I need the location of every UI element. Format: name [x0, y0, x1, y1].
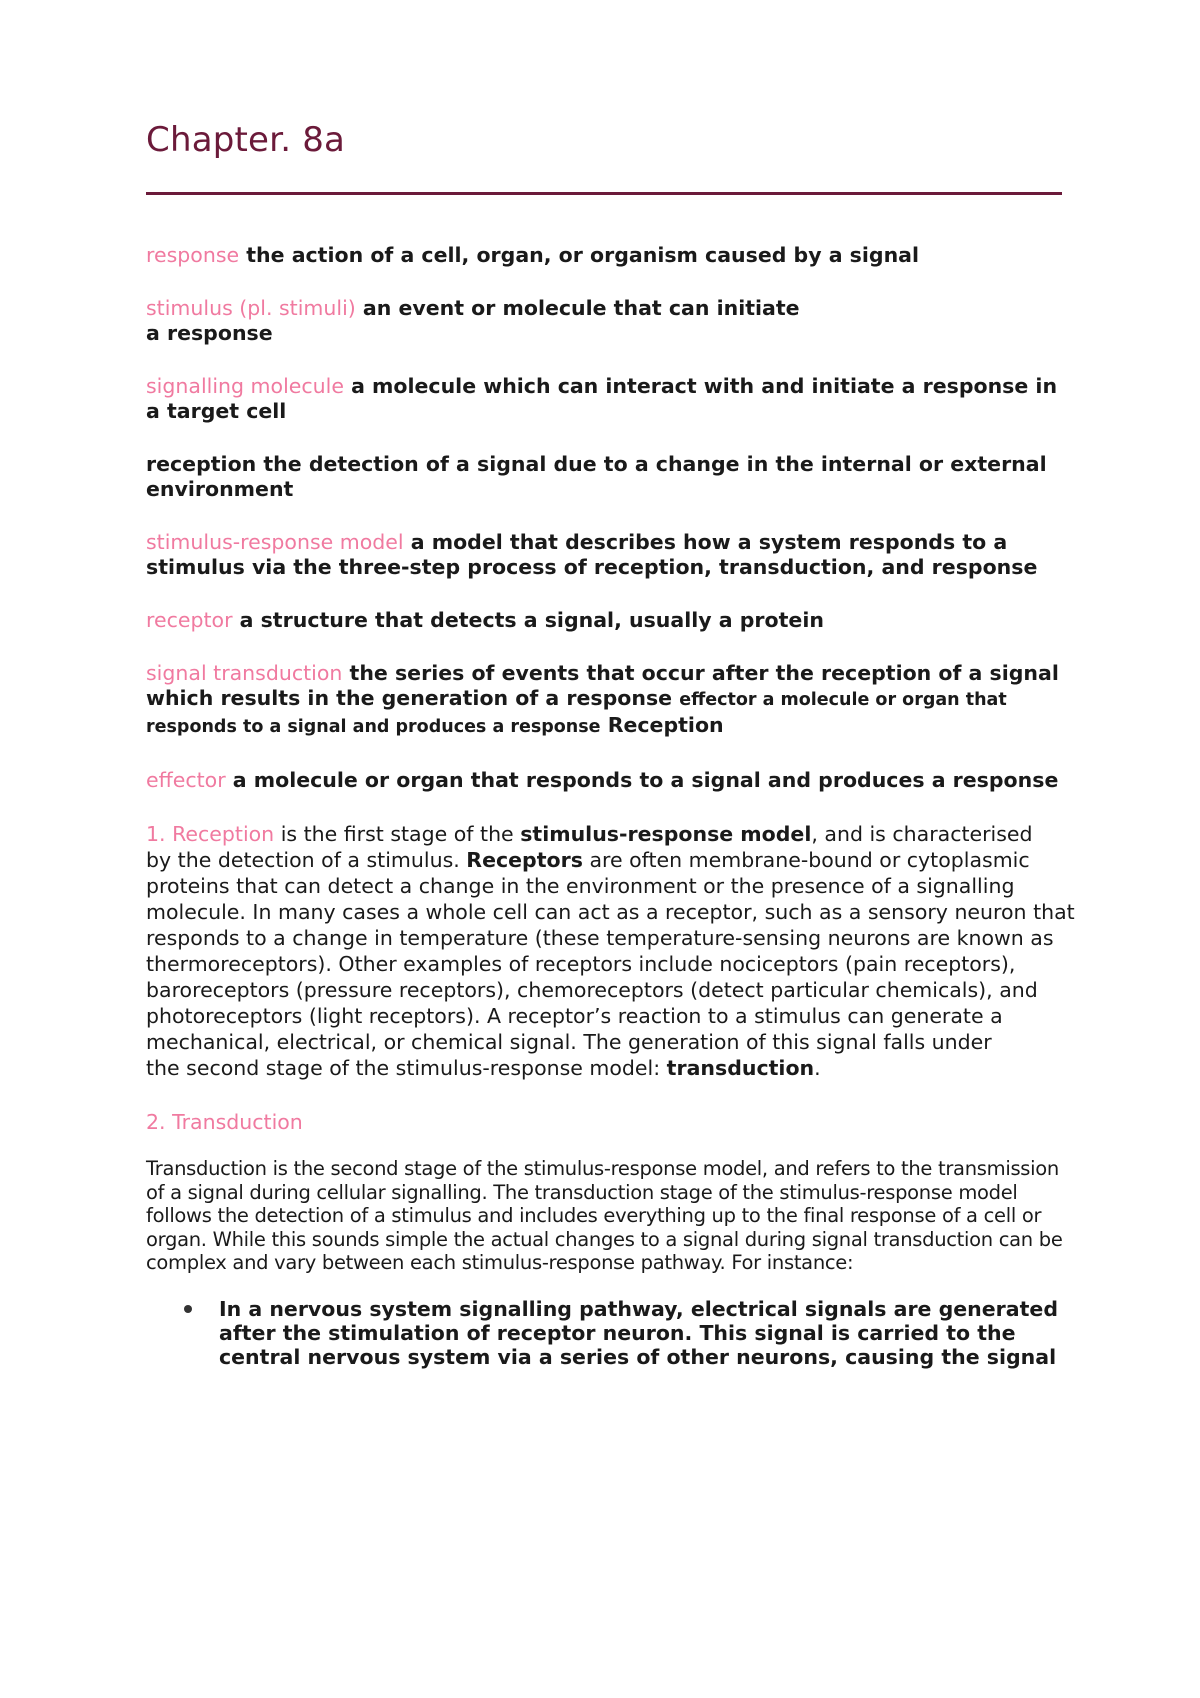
definition-term: signalling molecule — [146, 374, 344, 398]
definition-text: a model that describes how a system responds to a stimulus via the three-step process of reception, transduction, and response — [146, 530, 1038, 579]
definition-tail-text: Reception — [600, 713, 724, 737]
definition-signal-transduction — [146, 661, 1076, 740]
definition-inline-small-text: effector a molecule or organ that responds to a signal and produces a response — [146, 690, 1007, 737]
title-divider — [146, 192, 1062, 195]
definition-reception — [146, 452, 1076, 502]
definition-signalling-molecule — [146, 374, 1076, 424]
paragraph-text: . — [814, 1056, 821, 1080]
definition-text-continued: a response — [146, 321, 273, 345]
definition-term: receptor — [146, 608, 233, 632]
definition-term: signal transduction — [146, 661, 343, 685]
transduction-paragraph: Transduction is the second stage of the stimulus-response model, and refers to the transmission of a signal during cellular signalling. The transduction stage of the stimulus-response model follows the detection of a stimulus and includes everything up to the final response of a cell or organ. While this sounds simple the actual changes to a signal during signal transduction can be complex and vary between each stimulus-response pathway. For instance: — [146, 1157, 1063, 1274]
definition-term: stimulus-response model — [146, 530, 404, 554]
bold-term: transduction — [666, 1056, 815, 1080]
definition-term: stimulus (pl. stimuli) — [146, 296, 356, 320]
bold-term: Receptors — [466, 848, 583, 872]
definition-text: a molecule which can interact with and initiate a response in a target cell — [146, 374, 1058, 423]
definition-effector — [146, 768, 1076, 793]
definition-stimulus — [146, 296, 1076, 346]
transduction-bullet-list — [146, 1297, 1076, 1369]
definition-term: effector — [146, 768, 226, 792]
definition-text: a molecule or organ that responds to a signal and produces a response — [225, 768, 1059, 792]
definition-receptor — [146, 608, 1076, 633]
definition-response — [146, 243, 1076, 268]
definition-text: an event or molecule that can initiate — [355, 296, 800, 320]
definition-text: reception the detection of a signal due to a change in the internal or external environment — [146, 452, 1047, 501]
definition-text: the series of events that occur after the reception of a signal which results in the generation of a response — [146, 661, 1059, 710]
reception-paragraph — [146, 821, 1076, 1081]
paragraph-text: the second stage of the stimulus-response model: — [146, 1056, 667, 1080]
paragraph-text: , and is characterised — [811, 822, 1033, 846]
definition-term: response — [146, 243, 240, 267]
definition-text: a structure that detects a signal, usually a protein — [232, 608, 824, 632]
list-item-text: In a nervous system signalling pathway, electrical signals are generated after the stimulation of receptor neuron. This signal is carried to the central nervous system via a series of other neurons, causing the signal — [219, 1296, 1058, 1369]
definition-text: the action of a cell, organ, or organism caused by a signal — [239, 243, 920, 267]
bullet-icon — [184, 1305, 192, 1313]
document-body — [146, 243, 1076, 1369]
paragraph-text: is the first stage of the — [274, 822, 521, 846]
bold-term: stimulus-response model — [520, 822, 812, 846]
definition-stimulus-response-model — [146, 530, 1076, 580]
paragraph-text: by the detection of a stimulus. — [146, 848, 467, 872]
list-item — [146, 1297, 1076, 1369]
paragraph-text: are often membrane-bound or cytoplasmic proteins that can detect a change in the environment or the presence of a signalling molecule. In many cases a whole cell can act as a receptor, such as a sensory neuron that responds to a change in temperature (these temperature-sensing neurons are known as thermoreceptors). Other examples of receptors include nociceptors (pain receptors), baroreceptors (pressure receptors), chemoreceptors (detect particular chemicals), and photoreceptors (light receptors). A receptor’s reaction to a stimulus can generate a mechanical, electrical, or chemical signal. The generation of this signal falls under — [146, 848, 1075, 1054]
reception-heading: 1. Reception — [146, 822, 275, 846]
page-title: Chapter. 8a — [146, 120, 346, 160]
transduction-heading: 2. Transduction — [146, 1110, 303, 1134]
